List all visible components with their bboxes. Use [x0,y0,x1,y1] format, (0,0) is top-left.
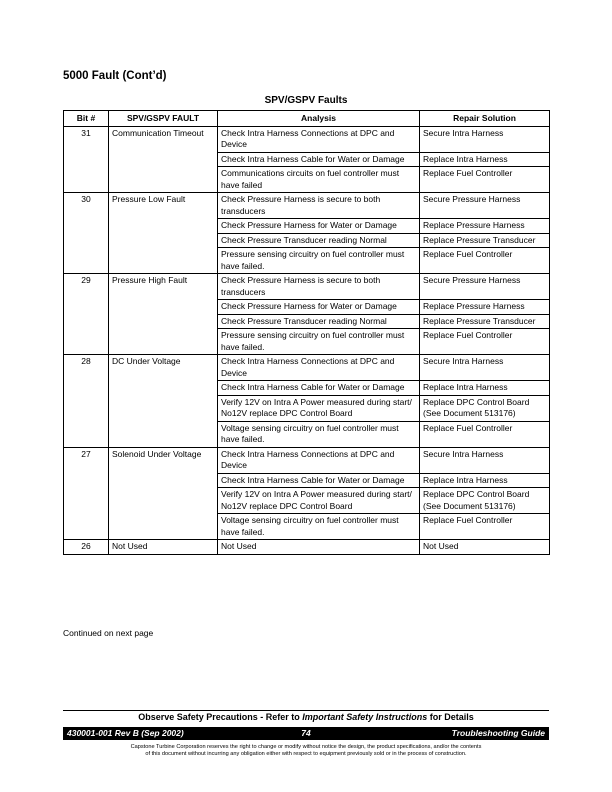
footer-bar [63,727,549,740]
bit-cell: 26 [64,540,109,555]
repair-cell: Replace Fuel Controller [420,329,550,355]
analysis-cell: Voltage sensing circuitry on fuel controller must have failed. [218,421,420,447]
analysis-cell: Not Used [218,540,420,555]
analysis-cell: Check Intra Harness Connections at DPC and Device [218,126,420,152]
repair-cell: Replace DPC Control Board (See Document 513176) [420,488,550,514]
fault-cell: DC Under Voltage [109,355,218,448]
repair-cell: Secure Intra Harness [420,355,550,381]
analysis-cell: Check Intra Harness Cable for Water or Damage [218,152,420,167]
repair-cell: Replace Pressure Harness [420,219,550,234]
spv-gspv-faults-table [63,110,550,555]
repair-cell: Replace Fuel Controller [420,514,550,540]
table-row [64,540,550,555]
guide-title: Troubleshooting Guide [451,728,545,738]
document-id: 430001-001 Rev B (Sep 2002) [67,728,184,738]
analysis-cell: Check Pressure Harness is secure to both transducers [218,193,420,219]
analysis-cell: Check Pressure Harness for Water or Damage [218,219,420,234]
page-number: 74 [301,728,311,738]
fault-cell: Pressure High Fault [109,274,218,355]
table-row [64,193,550,219]
safety-link-text: Important Safety Instructions [302,712,428,722]
analysis-cell: Check Intra Harness Cable for Water or Damage [218,381,420,396]
repair-cell: Secure Pressure Harness [420,274,550,300]
section-title: 5000 Fault (Cont’d) [63,70,167,82]
fault-cell: Not Used [109,540,218,555]
bit-cell: 28 [64,355,109,448]
bit-cell: 30 [64,193,109,274]
repair-cell: Replace Intra Harness [420,381,550,396]
safety-notice [63,712,549,722]
table-row [64,447,550,473]
analysis-cell: Check Intra Harness Connections at DPC and Device [218,355,420,381]
analysis-cell: Check Pressure Transducer reading Normal [218,233,420,248]
repair-cell: Secure Intra Harness [420,126,550,152]
table-body [64,126,550,554]
repair-cell: Replace Intra Harness [420,152,550,167]
header-bit: Bit # [64,111,109,127]
analysis-cell: Check Pressure Harness is secure to both transducers [218,274,420,300]
repair-cell: Replace Fuel Controller [420,421,550,447]
repair-cell: Secure Pressure Harness [420,193,550,219]
table-title: SPV/GSPV Faults [264,95,348,106]
safety-post: for Details [427,712,474,722]
fault-cell: Solenoid Under Voltage [109,447,218,540]
continued-note: Continued on next page [63,628,154,638]
analysis-cell: Verify 12V on Intra A Power measured during start/ No12V replace DPC Control Board [218,488,420,514]
footer-divider [63,710,549,711]
repair-cell: Not Used [420,540,550,555]
table-row [64,126,550,152]
analysis-cell: Check Intra Harness Connections at DPC and Device [218,447,420,473]
safety-pre: Observe Safety Precautions - Refer to [138,712,303,722]
repair-cell: Replace Pressure Transducer [420,314,550,329]
header-fault: SPV/GSPV FAULT [109,111,218,127]
analysis-cell: Check Pressure Transducer reading Normal [218,314,420,329]
table-row [64,355,550,381]
repair-cell: Secure Intra Harness [420,447,550,473]
bit-cell: 31 [64,126,109,193]
table-header-row [64,111,550,127]
analysis-cell: Check Intra Harness Cable for Water or Damage [218,473,420,488]
bit-cell: 27 [64,447,109,540]
repair-cell: Replace Pressure Transducer [420,233,550,248]
disclaimer-line-2: of this document without incurring any obligation either with respect to equipment previously sold or in the process of construction. [145,751,467,757]
repair-cell: Replace Fuel Controller [420,167,550,193]
repair-cell: Replace Intra Harness [420,473,550,488]
disclaimer [63,744,549,758]
analysis-cell: Verify 12V on Intra A Power measured during start/ No12V replace DPC Control Board [218,395,420,421]
table-row [64,274,550,300]
header-repair: Repair Solution [420,111,550,127]
fault-cell: Communication Timeout [109,126,218,193]
analysis-cell: Pressure sensing circuitry on fuel controller must have failed. [218,248,420,274]
analysis-cell: Check Pressure Harness for Water or Damage [218,300,420,315]
repair-cell: Replace DPC Control Board (See Document 513176) [420,395,550,421]
repair-cell: Replace Fuel Controller [420,248,550,274]
repair-cell: Replace Pressure Harness [420,300,550,315]
disclaimer-line-1: Capstone Turbine Corporation reserves the right to change or modify without notice the design, the product specifications, and/or the contents [130,744,482,750]
bit-cell: 29 [64,274,109,355]
analysis-cell: Voltage sensing circuitry on fuel controller must have failed. [218,514,420,540]
header-analysis: Analysis [218,111,420,127]
analysis-cell: Pressure sensing circuitry on fuel controller must have failed. [218,329,420,355]
fault-cell: Pressure Low Fault [109,193,218,274]
analysis-cell: Communications circuits on fuel controller must have failed [218,167,420,193]
